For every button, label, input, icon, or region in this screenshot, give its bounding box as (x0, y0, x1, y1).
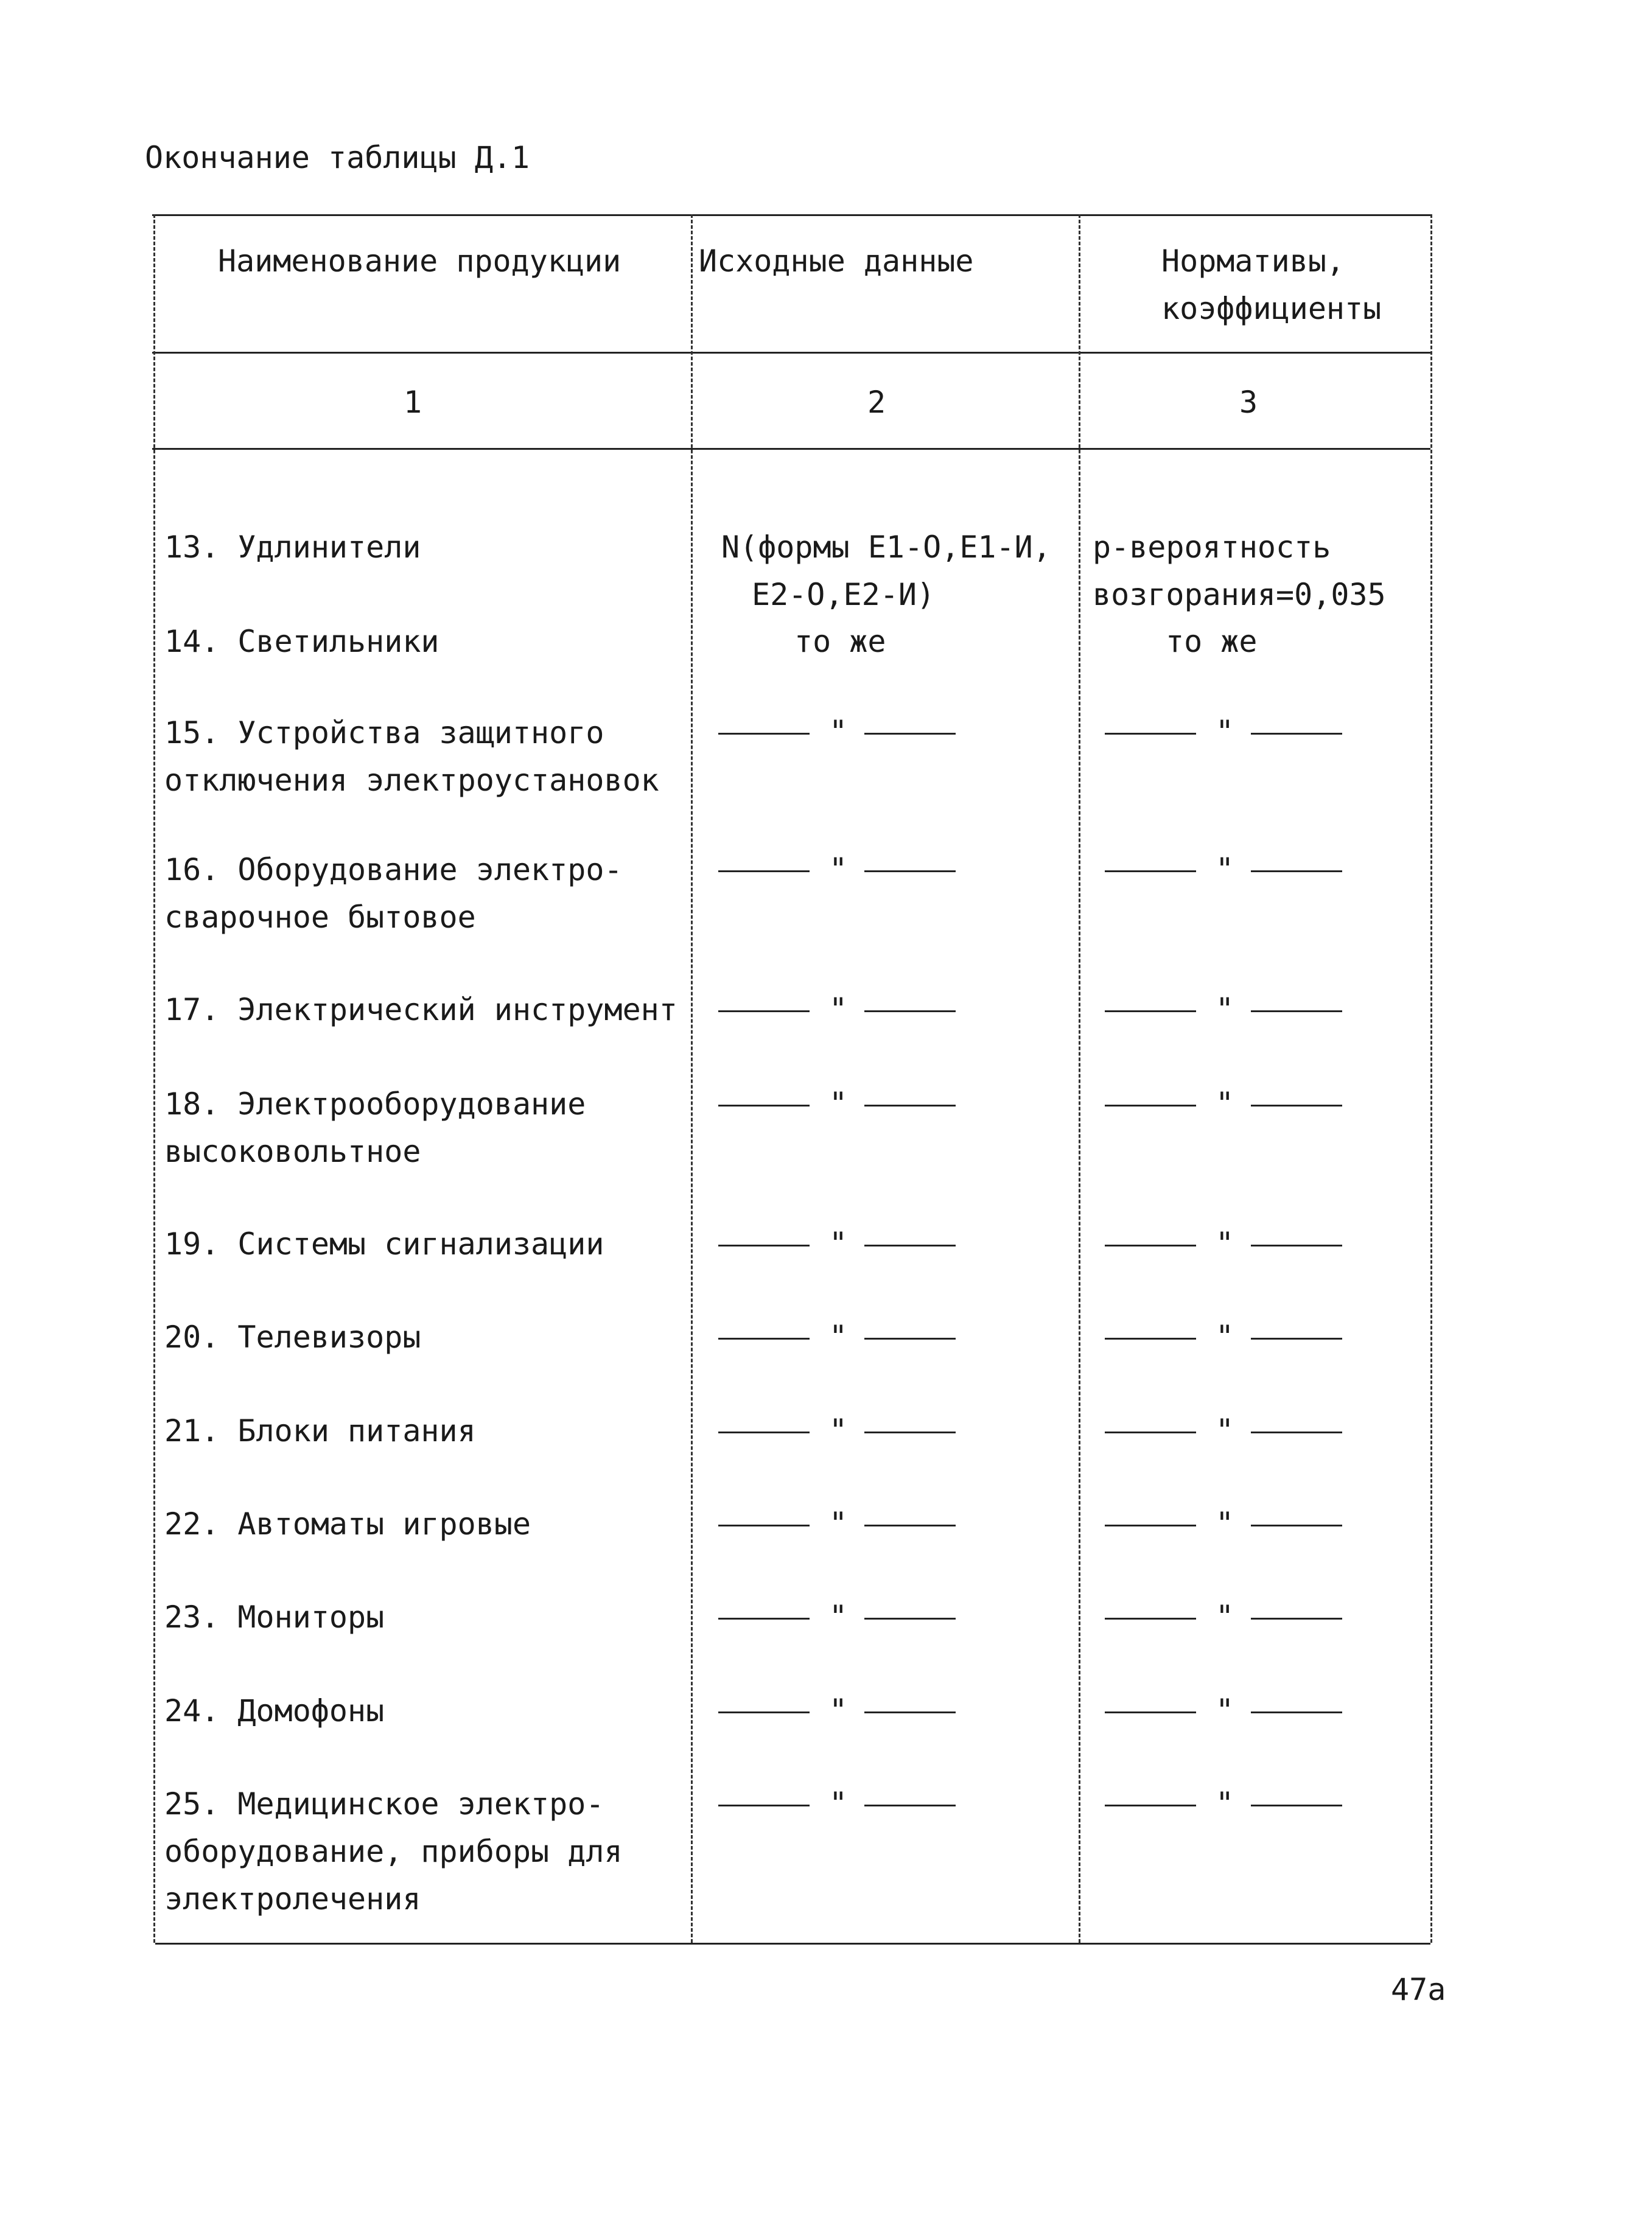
row-21-name: 21. Блоки питания (164, 1413, 476, 1449)
row-13-source-line-1: N(формы Е1-О,Е1-И, (721, 530, 1051, 565)
column-number-1: 1 (404, 385, 422, 420)
row-14-name: 14. Светильники (164, 624, 439, 659)
row-22-name: 22. Автоматы игровые (164, 1506, 531, 1542)
table-caption: Окончание таблицы Д.1 (145, 140, 530, 175)
row-13-source-line-2: Е2-О,Е2-И) (752, 577, 936, 612)
row-19-name: 19. Системы сигнализации (164, 1226, 604, 1262)
number-row-divider (152, 448, 1430, 450)
header-divider (152, 352, 1430, 354)
row-23-name: 23. Мониторы (164, 1599, 385, 1635)
row-18-name-line-2: высоковольтное (164, 1134, 421, 1169)
row-13-norm-line-2: возгорания=0,035 (1093, 577, 1386, 612)
page-number: 47а (1391, 1972, 1446, 2007)
header-source-data: Исходные данные (699, 243, 974, 279)
header-norms-line-1: Нормативы, (1161, 243, 1345, 279)
data-table: Наименование продукции Исходные данные Нормативы, коэффициенты 1 2 3 13. Удлинители N(формы Е1-О,Е1-И, Е2-О,Е2-И) р-вероятность возгорания=0,035 14. Светильники то же то же 15. Устройства защитного отключения электроустановок " " 16. Оборудование электро- сварочное бытовое " " 17. Электрический инструмент " " 18. Электрооборудование высоковольтное " " 19. Системы сигнализации " " 20. Телевизоры " " 21. Блоки питания " " 22. Автоматы игровые " " 23. Мониторы " " 24. Домофоны " " 25. Медицинское электро- оборудование, приборы для электролечения " " (0, 0, 1652, 2227)
row-15-name-line-1: 15. Устройства защитного (164, 715, 604, 750)
row-18-name-line-1: 18. Электрооборудование (164, 1086, 586, 1122)
row-20-name: 20. Телевизоры (164, 1320, 421, 1355)
column-number-2: 2 (867, 385, 886, 420)
row-13-name: 13. Удлинители (164, 530, 421, 565)
row-25-name-line-3: электролечения (164, 1881, 421, 1917)
table-right-border (1430, 214, 1432, 1943)
column-separator-2 (1079, 214, 1080, 1943)
row-16-name-line-1: 16. Оборудование электро- (164, 852, 623, 887)
table-top-border (152, 214, 1430, 216)
row-25-name-line-2: оборудование, приборы для (164, 1834, 623, 1869)
column-separator-1 (691, 214, 693, 1943)
column-number-3: 3 (1239, 385, 1258, 420)
header-norms-line-2: коэффициенты (1161, 291, 1382, 326)
row-13-norm-line-1: р-вероятность (1093, 530, 1331, 565)
row-25-name-line-1: 25. Медицинское электро- (164, 1786, 604, 1822)
row-15-name-line-2: отключения электроустановок (164, 763, 659, 798)
header-product-name: Наименование продукции (218, 243, 621, 279)
table-bottom-border (155, 1943, 1430, 1945)
table-left-border (153, 214, 155, 1943)
row-14-norm: то же (1166, 624, 1258, 659)
row-16-name-line-2: сварочное бытовое (164, 900, 476, 935)
row-24-name: 24. Домофоны (164, 1693, 385, 1729)
row-14-source: то же (794, 624, 886, 659)
row-17-name: 17. Электрический инструмент (164, 992, 677, 1027)
